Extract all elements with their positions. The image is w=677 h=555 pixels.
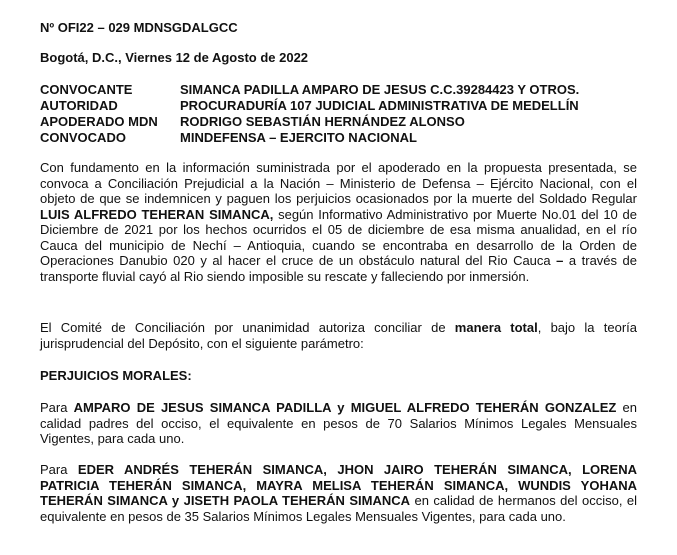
- party-row-apoderado: [40, 114, 640, 130]
- party-row-convocado: [40, 130, 640, 146]
- parents-names: AMPARO DE JESUS SIMANCA PADILLA y MIGUEL ALFREDO TEHERÁN GONZALEZ: [73, 400, 617, 415]
- paragraph-siblings: Para EDER ANDRÉS TEHERÁN SIMANCA, JHON JAIRO TEHERÁN SIMANCA, LORENA PATRICIA TEHERÁN SIMANCA, MAYRA MELISA TEHERÁN SIMANCA, WUNDIS YOHANA TEHERÁN SIMANCA y JISETH PAOLA TEHERÁN SIMANCA en calidad de hermanos del occiso, el equivalente en pesos de 35 Salarios Mínimos Legales Mensuales Vigentes, para cada uno.: [40, 462, 638, 524]
- party-label: APODERADO MDN: [40, 114, 158, 129]
- party-label: CONVOCANTE: [40, 82, 133, 97]
- paragraph-committee: El Comité de Conciliación por unanimidad autoriza conciliar de manera total, bajo la teoría jurisprudencial del Depósito, con el siguiente parámetro:: [40, 320, 637, 351]
- party-value: MINDEFENSA – EJERCITO NACIONAL: [180, 130, 417, 145]
- parties-table: [40, 82, 640, 146]
- party-label: AUTORIDAD: [40, 98, 118, 113]
- party-value: RODRIGO SEBASTIÁN HERNÁNDEZ ALONSO: [180, 114, 465, 129]
- paragraph-parents: Para AMPARO DE JESUS SIMANCA PADILLA y MIGUEL ALFREDO TEHERÁN GONZALEZ en calidad padres del occiso, el equivalente en pesos de 70 Salarios Mínimos Legales Mensuales Vigentes, para cada uno.: [40, 400, 637, 446]
- office-reference: Nº OFI22 – 029 MDNSGDALGCC: [40, 20, 238, 35]
- manera-total: manera total: [454, 320, 538, 335]
- party-row-autoridad: [40, 98, 640, 114]
- party-row-convocante: [40, 82, 640, 98]
- document-date: Bogotá, D.C., Viernes 12 de Agosto de 2022: [40, 50, 309, 65]
- siblings-names: EDER ANDRÉS TEHERÁN SIMANCA, JHON JAIRO TEHERÁN SIMANCA, LORENA PATRICIA TEHERÁN SIMANCA, MAYRA MELISA TEHERÁN SIMANCA, WUNDIS YOHANA TEHERÁN SIMANCA y JISETH PAOLA TEHERÁN SIMANCA: [40, 462, 638, 508]
- section-heading: PERJUICIOS MORALES:: [40, 368, 192, 383]
- deceased-name: LUIS ALFREDO TEHERAN SIMANCA,: [40, 206, 274, 222]
- party-value: PROCURADURÍA 107 JUDICIAL ADMINISTRATIVA DE MEDELLÍN: [180, 98, 579, 113]
- paragraph-background: Con fundamento en la información suministrada por el apoderado en la propuesta presentada, se convoca a Conciliación Prejudicial a la Nación – Ministerio de Defensa – Ejército Nacional, con el objeto de que se indemnicen y paguen los perjuicios ocasionados por la muerte del Soldado Regular LUIS ALFREDO TEHERAN SIMANCA, según Informativo Administrativo por Muerte No.01 del 10 de Diciembre de 2021 por los hechos ocurridos el 05 de diciembre de esa misma anualidad, en el río Cauca del municipio de Nechí – Antioquia, cuando se encontraba en desarrollo de la Orden de Operaciones Danubio 020 y al hacer el cruce de un obstáculo natural del Rio Cauca – a través de transporte fluvial cayó al Rio siendo imposible su rescate y falleciendo por inmersión.: [40, 160, 637, 284]
- party-label: CONVOCADO: [40, 130, 126, 145]
- party-value: SIMANCA PADILLA AMPARO DE JESUS C.C.39284423 Y OTROS.: [180, 82, 580, 97]
